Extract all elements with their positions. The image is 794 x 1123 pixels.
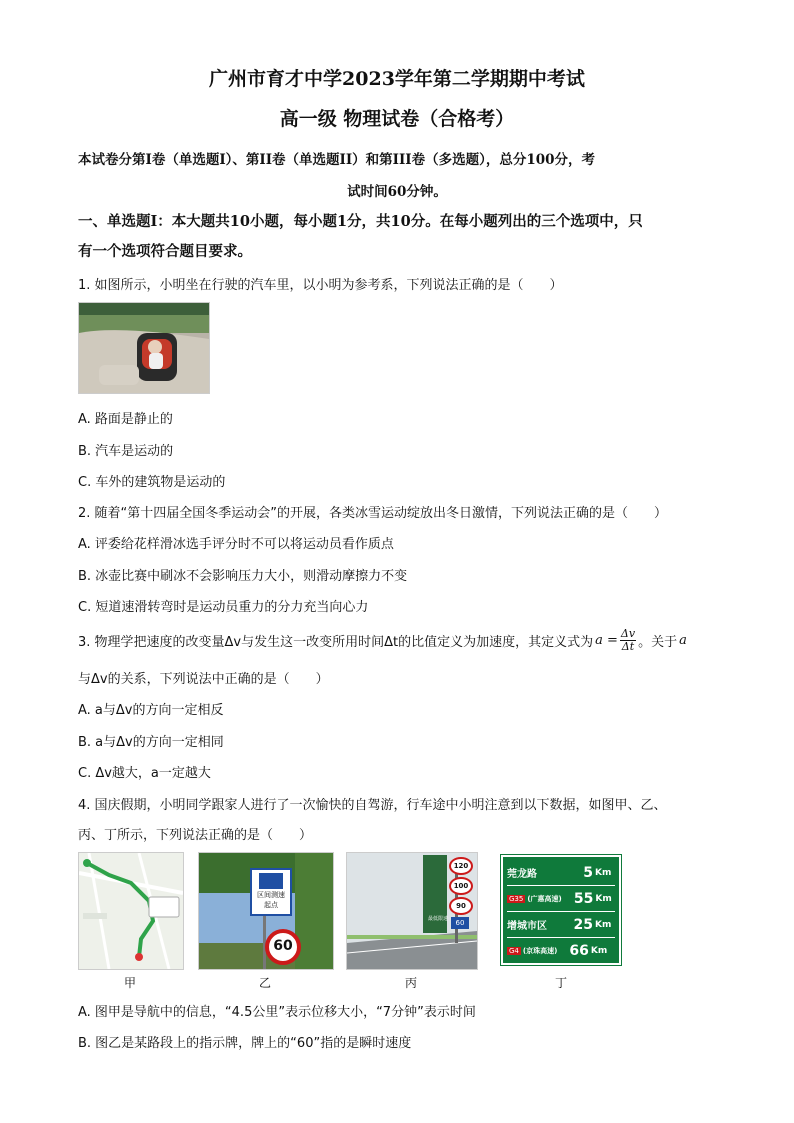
question-1-photo xyxy=(78,302,210,394)
section-heading-line-2: 有一个选项符合题目要求。 xyxy=(78,243,252,260)
question-4-option-b: B. 图乙是某路段上的指示牌，牌上的“60”指的是瞬时速度 xyxy=(78,1036,412,1051)
sign-bing-min-label: 最低限速 xyxy=(427,916,448,922)
ding-unit: Km xyxy=(590,945,608,956)
figure-jia-navigation-map xyxy=(78,852,184,970)
question-2-option-c: C. 短道速滑转弯时是运动员重力的分力充当向心力 xyxy=(78,600,369,615)
figure-ding-distance-sign xyxy=(501,855,621,965)
formula-denominator: Δt xyxy=(621,640,635,653)
sign-yi-top-text: 区间测速 xyxy=(257,891,285,899)
ding-row xyxy=(507,860,615,886)
question-1-option-a: A. 路面是静止的 xyxy=(78,412,173,427)
section-heading-line-1: 一、单选题I：本大题共10小题，每小题1分，共10分。在每小题列出的三个选项中，只 xyxy=(78,213,643,230)
question-1-stem: 1. 如图所示，小明坐在行驶的汽车里，以小明为参考系，下列说法正确的是（ ） xyxy=(78,278,563,293)
question-3-stem-line-2: 与Δv的关系，下列说法中正确的是（ ） xyxy=(78,672,329,687)
ding-place: (京珠高速) xyxy=(522,946,558,955)
ding-unit: Km xyxy=(595,867,612,878)
ding-place: (广惠高速) xyxy=(527,894,562,903)
question-1-option-b: B. 汽车是运动的 xyxy=(78,444,174,459)
question-3-stem-line-1 xyxy=(78,628,687,653)
question-3-stem-var: a xyxy=(679,633,687,648)
question-3-stem-text: 3. 物理学把速度的改变量Δv与发生这一改变所用时间Δt的比值定义为加速度，其定义式为 xyxy=(78,635,594,650)
formula-lhs: a = xyxy=(595,633,618,648)
question-4-stem-line-1: 4. 国庆假期，小明同学跟家人进行了一次愉快的自驾游，行车途中小明注意到以下数据，如图甲、乙、 xyxy=(78,798,667,813)
question-3-option-c: C. Δv越大，a一定越大 xyxy=(78,766,211,781)
sign-bing-100: 100 xyxy=(449,877,473,895)
ding-row xyxy=(507,938,615,963)
question-3-option-a: A. a与Δv的方向一定相反 xyxy=(78,703,224,718)
ding-dist: 55 xyxy=(573,890,594,907)
sign-bing-60: 60 xyxy=(451,917,469,929)
question-4-option-a: A. 图甲是导航中的信息，“4.5公里”表示位移大小，“7分钟”表示时间 xyxy=(78,1005,476,1020)
caption-jia: 甲 xyxy=(123,976,136,990)
ding-unit: Km xyxy=(595,919,612,930)
intro-line-1: 本试卷分第I卷（单选题I）、第II卷（单选题II）和第III卷（多选题），总分100分，考 xyxy=(78,152,596,168)
sign-yi-sub-text: 起点 xyxy=(264,901,278,909)
question-1-option-c: C. 车外的建筑物是运动的 xyxy=(78,475,226,490)
question-2-option-b: B. 冰壶比赛中刷冰不会影响压力大小，则滑动摩擦力不变 xyxy=(78,569,408,584)
ding-dist: 5 xyxy=(583,864,593,881)
formula-numerator: Δv xyxy=(620,627,636,640)
exam-subtitle: 高一级 物理试卷（合格考） xyxy=(279,108,515,130)
ding-unit: Km xyxy=(595,893,612,904)
question-2-stem: 2. 随着“第十四届全国冬季运动会”的开展，各类冰雪运动绽放出冬日激情，下列说法正确的是（ ） xyxy=(78,506,668,521)
caption-yi: 乙 xyxy=(258,976,271,990)
sign-yi-limit: 60 xyxy=(273,938,293,954)
question-4-stem-line-2: 丙、丁所示，下列说法正确的是（ ） xyxy=(78,828,313,843)
ding-place: 增城市区 xyxy=(507,921,547,932)
exam-title: 广州市育才中学2023学年第二学期期中考试 xyxy=(209,68,585,90)
ding-dist: 25 xyxy=(573,916,593,933)
question-3-option-b: B. a与Δv的方向一定相同 xyxy=(78,735,224,750)
ding-route-tag: G35 xyxy=(509,894,524,903)
formula-fraction xyxy=(620,628,636,653)
sign-bing-120: 120 xyxy=(449,857,473,875)
caption-bing: 丙 xyxy=(404,976,417,990)
sign-bing-90: 90 xyxy=(449,897,473,915)
ding-dist: 66 xyxy=(569,942,589,959)
ding-place: 莞龙路 xyxy=(507,869,537,880)
question-3-stem-tail: 。关于 xyxy=(638,635,678,650)
ding-route-tag: G4 xyxy=(509,946,519,955)
figure-yi-speed-sign xyxy=(198,852,334,970)
question-2-option-a: A. 评委给花样滑冰选手评分时不可以将运动员看作质点 xyxy=(78,537,394,552)
ding-row xyxy=(507,886,615,912)
ding-row xyxy=(507,912,615,938)
caption-ding: 丁 xyxy=(554,976,567,990)
intro-line-2: 试时间60分钟。 xyxy=(347,184,447,200)
figure-bing-highway-sign xyxy=(346,852,478,970)
